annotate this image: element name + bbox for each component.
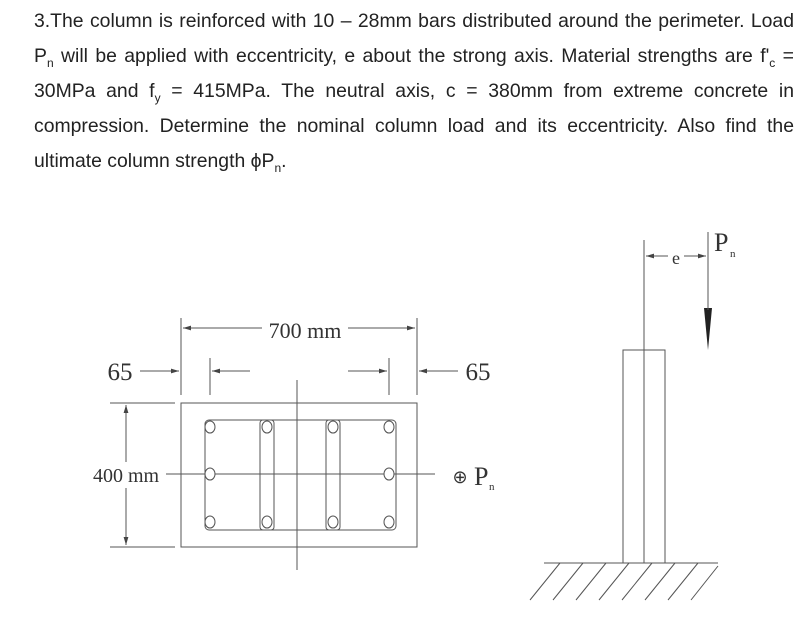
rebar (262, 516, 272, 528)
problem-text-4: = 415MPa. The neutral axis, c = 380mm from extreme concrete in compression. Determine the nominal column load and its eccentricity. Also find the ultimate column strength ϕP (34, 80, 794, 172)
outer-tie (205, 420, 396, 530)
section-outline (181, 403, 417, 547)
section-load-sub: n (489, 481, 495, 493)
problem-number: 3. (34, 10, 51, 32)
cover-left-label: 65 (107, 359, 133, 386)
rebar (328, 516, 338, 528)
rebar (328, 421, 338, 433)
subscript-y: y (154, 90, 161, 105)
width-label: 700 mm (268, 318, 342, 343)
rebar (384, 468, 394, 480)
column-elevation (530, 232, 718, 600)
problem-text-5: . (281, 150, 287, 172)
rebar (205, 516, 215, 528)
inner-tie-left (260, 420, 274, 530)
rebar (205, 421, 215, 433)
ground-hatch (530, 563, 718, 600)
height-label: 400 mm (92, 465, 160, 487)
load-point-icon: ⊕ (452, 467, 468, 487)
cover-dimensions (140, 358, 458, 395)
rebar (262, 421, 272, 433)
problem-text-1: The column is reinforced with 10 – 28mm bars distributed around the perimeter. Load P (34, 10, 794, 67)
section-load-label: P (474, 462, 489, 491)
rebar (205, 468, 215, 480)
subscript-n-2: n (274, 160, 282, 175)
inner-tie-right (326, 420, 340, 530)
eccentricity-label: e (672, 248, 680, 268)
problem-text-3: = 30MPa and f (34, 45, 795, 102)
problem-text-2: will be applied with eccentricity, e about the strong axis. Material strengths are f' (53, 45, 770, 67)
subscript-n: n (46, 55, 54, 70)
rebar (384, 421, 394, 433)
load-arrow (704, 308, 712, 350)
elevation-load-label: P (714, 228, 729, 257)
subscript-c: c (769, 55, 776, 70)
rebar (384, 516, 394, 528)
elevation-load-sub: n (730, 248, 736, 260)
cover-right-label: 65 (465, 359, 491, 386)
